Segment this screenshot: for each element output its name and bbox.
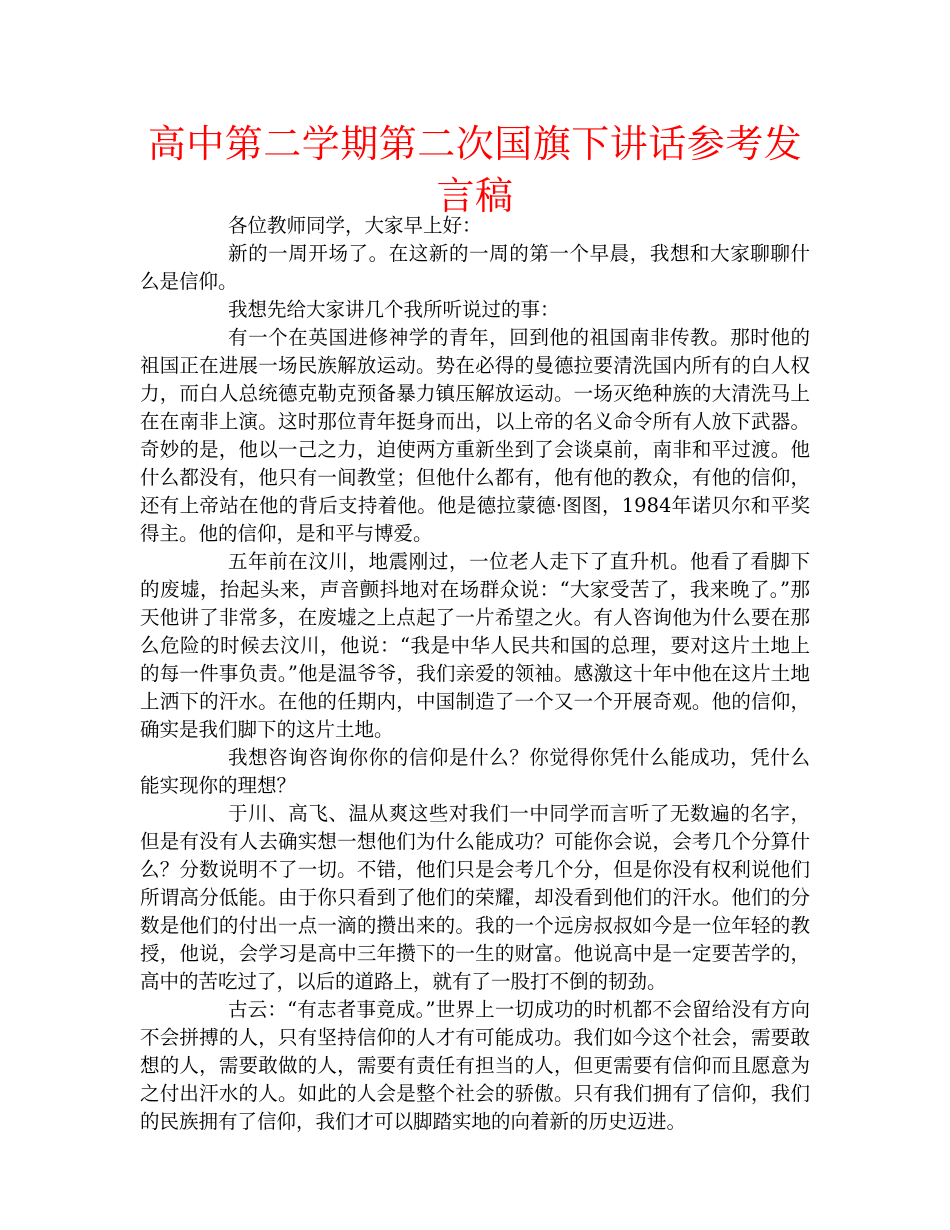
paragraph-wenchuan-story: 五年前在汶川，地震刚过，一位老人走下了直升机。他看了看脚下的废墟，抬起头来，声音颤抖地对在场群众说：“大家受苦了，我来晚了。”那天他讲了非常多，在废墟之上点起了一片希望之火。有人咨询他为什么要在那么危险的时候去汶川，他说：“我是中华人民共和国的总理，要对这片土地上的每一件事负责。”他是温爷爷，我们亲爱的领袖。感激这十年中他在这片土地上洒下的汗水。在他的任期内，中国制造了一个又一个开展奇观。他的信仰，确实是我们脚下的这片土地。 [140, 550, 810, 741]
document-body [140, 212, 810, 1136]
paragraph-story-lead: 我想先给大家讲几个我所听说过的事： [228, 298, 560, 321]
paragraph-intro: 新的一周开场了。在这新的一周的第一个早晨，我想和大家聊聊什么是信仰。 [140, 242, 810, 293]
paragraph-greeting: 各位教师同学，大家早上好： [228, 214, 482, 237]
paragraph-tutu-story: 有一个在英国进修神学的青年，回到他的祖国南非传教。那时他的祖国正在进展一场民族解放运动。势在必得的曼德拉要清洗国内所有的白人权力，而白人总统德克勒克预备暴力镇压解放运动。一场灭绝种族的大清洗马上在在南非上演。这时那位青年挺身而出，以上帝的名义命令所有人放下武器。奇妙的是，他以一己之力，迫使两方重新坐到了会谈桌前，南非和平过渡。他什么都没有，他只有一间教堂；但他什么都有，他有他的教众，有他的信仰，还有上帝站在他的背后支持着他。他是德拉蒙德·图图，1984年诺贝尔和平奖得主。他的信仰，是和平与博爱。 [140, 326, 810, 545]
paragraph-classmates: 于川、高飞、温从爽这些对我们一中同学而言听了无数遍的名字，但是有没有人去确实想一想他们为什么能成功？可能你会说，会考几个分算什么？分数说明不了一切。不错，他们只是会考几个分，但是你没有权利说他们所谓高分低能。由于你只看到了他们的荣耀，却没看到他们的汗水。他们的分数是他们的付出一点一滴的攒出来的。我的一个远房叔叔如今是一位年轻的教授，他说，会学习是高中三年攒下的一生的财富。他说高中是一定要苦学的，高中的苦吃过了，以后的道路上，就有了一股打不倒的韧劲。 [140, 802, 810, 993]
paragraph-conclusion: 古云：“有志者事竟成。”世界上一切成功的时机都不会留给没有方向不会拼搏的人，只有坚持信仰的人才有可能成功。我们如今这个社会，需要敢想的人，需要敢做的人，需要有责任有担当的人，但更需要有信仰而且愿意为之付出汗水的人。如此的人会是整个社会的骄傲。只有我们拥有了信仰，我们的民族拥有了信仰，我们才可以脚踏实地的向着新的历史迈进。 [140, 998, 810, 1133]
document-title: 高中第二学期第二次国旗下讲话参考发言稿 [147, 122, 803, 218]
paragraph-question: 我想咨询咨询你你的信仰是什么？你觉得你凭什么能成功，凭什么能实现你的理想？ [140, 746, 810, 797]
